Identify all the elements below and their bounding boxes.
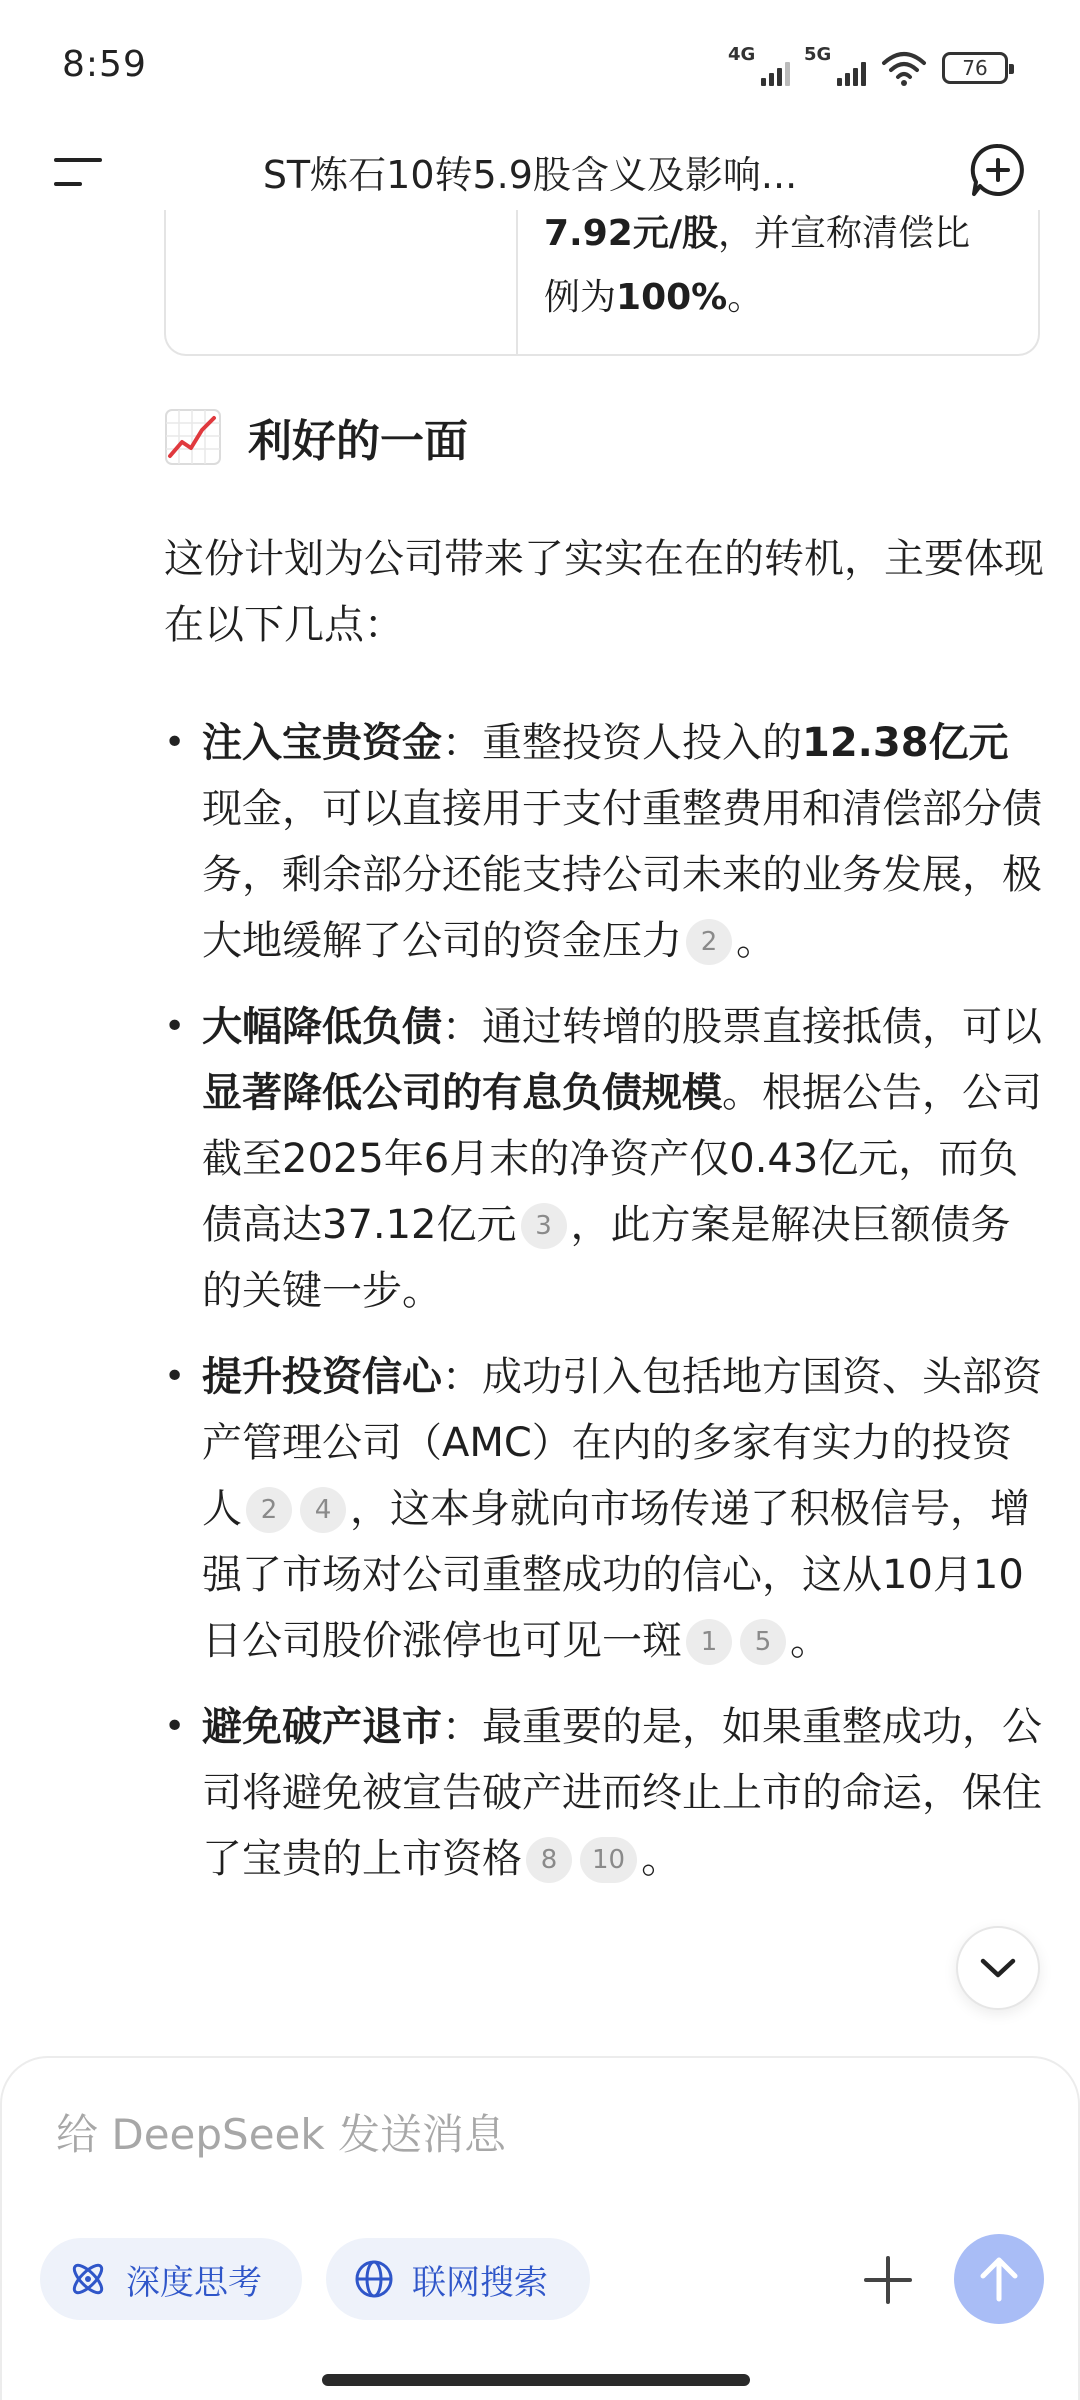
wifi-icon	[880, 49, 928, 87]
list-item-text: 。根据公告，公司截至2025年6月末的净资产仅0.43亿元，而负债高达37.12亿元	[202, 1070, 1042, 1248]
list-item-end: 。	[736, 918, 776, 964]
battery-level: 76	[962, 56, 988, 80]
citation-ref[interactable]: 10	[580, 1837, 637, 1883]
web-search-label: 联网搜索	[412, 2262, 548, 2303]
citation-ref[interactable]: 2	[686, 919, 732, 965]
message-input[interactable]	[56, 2110, 856, 2159]
signal-4g-icon	[728, 44, 790, 88]
list-item-end: 。	[641, 1836, 682, 1882]
list-item-title: 提升投资信心	[202, 1354, 442, 1400]
table-divider	[516, 210, 518, 354]
globe-icon	[352, 2257, 396, 2301]
message-content[interactable]	[0, 210, 1080, 2060]
table-cell-text: ，并宣称清偿比例为	[544, 213, 970, 318]
chat-title[interactable]: ST炼石10转5.9股含义及影响...	[262, 153, 798, 197]
message-composer	[0, 2056, 1080, 2400]
attach-button[interactable]	[856, 2248, 920, 2312]
list-item	[164, 710, 1044, 974]
battery-icon	[942, 52, 1008, 84]
table-fragment	[164, 210, 1040, 356]
signal-4g-label: 4G	[728, 44, 756, 65]
citation-ref[interactable]: 8	[526, 1837, 572, 1883]
list-item-text: ：通过转增的股票直接抵债，可以	[442, 1004, 1042, 1050]
citation-ref[interactable]: 1	[686, 1619, 732, 1665]
atom-icon	[66, 2257, 110, 2301]
list-item-bold: 12.38亿元	[802, 720, 1009, 766]
chat-header	[0, 130, 1080, 210]
citation-ref[interactable]: 2	[246, 1487, 292, 1533]
home-indicator[interactable]	[322, 2374, 750, 2386]
table-cell	[544, 210, 1004, 330]
intro-paragraph: 这份计划为公司带来了实实在在的转机，主要体现在以下几点：	[164, 536, 1044, 648]
list-item-title: 注入宝贵资金	[202, 720, 442, 766]
table-cell-end: 。	[727, 277, 764, 318]
list-item-bold: 显著降低公司的有息负债规模	[202, 1070, 722, 1116]
menu-icon[interactable]	[54, 152, 104, 192]
plus-icon	[862, 2254, 914, 2306]
signal-5g-label: 5G	[804, 44, 832, 65]
signal-5g-icon	[804, 44, 866, 88]
list-item-text: ：最重要的是，如果重整成功，公司将避免被宣告破产进而终止上市的命运，保住了宝贵的上市资格	[202, 1704, 1042, 1882]
list-item-text: ：重整投资人投入的	[442, 720, 802, 766]
citation-ref[interactable]: 3	[521, 1203, 567, 1249]
deep-think-button[interactable]	[40, 2238, 302, 2320]
arrow-up-icon	[977, 2255, 1021, 2303]
table-cell-bold-ratio: 100%	[616, 277, 728, 318]
list-item-title: 大幅降低负债	[202, 1004, 442, 1050]
deep-think-label: 深度思考	[126, 2262, 262, 2303]
list-item-title: 避免破产退市	[202, 1704, 442, 1750]
chevron-down-icon	[979, 1956, 1017, 1980]
list-item	[164, 1344, 1044, 1674]
status-indicators	[728, 44, 1008, 88]
section-title: 利好的一面	[248, 416, 468, 467]
chart-increasing-icon	[164, 408, 222, 466]
list-item	[164, 994, 1044, 1324]
web-search-button[interactable]	[326, 2238, 590, 2320]
list-item-end: 。	[790, 1618, 830, 1664]
new-chat-icon[interactable]	[968, 140, 1028, 200]
citation-ref[interactable]: 4	[300, 1487, 346, 1533]
status-bar	[0, 0, 1080, 130]
list-item-end: ，此方案是解决巨额债务的关键一步。	[202, 1202, 1011, 1314]
list-item-text: 现金，可以直接用于支付重整费用和清偿部分债务，剩余部分还能支持公司未来的业务发展，极大地缓解了公司的资金压力	[202, 786, 1042, 964]
section-heading	[164, 402, 468, 472]
table-cell-bold-price: 7.92元/股	[544, 213, 718, 254]
benefits-list	[164, 710, 1044, 1912]
citation-ref[interactable]: 5	[740, 1619, 786, 1665]
send-button[interactable]	[954, 2234, 1044, 2324]
list-item-text: ，这本身就向市场传递了积极信号，增强了市场对公司重整成功的信心，这从10月10日公司股价涨停也可见一斑	[202, 1486, 1030, 1664]
list-item-text: ：成功引入包括地方国资、头部资产管理公司（AMC）在内的多家有实力的投资人	[202, 1354, 1042, 1532]
status-time: 8:59	[62, 44, 147, 85]
list-item	[164, 1694, 1044, 1892]
scroll-to-bottom-button[interactable]	[956, 1926, 1040, 2010]
